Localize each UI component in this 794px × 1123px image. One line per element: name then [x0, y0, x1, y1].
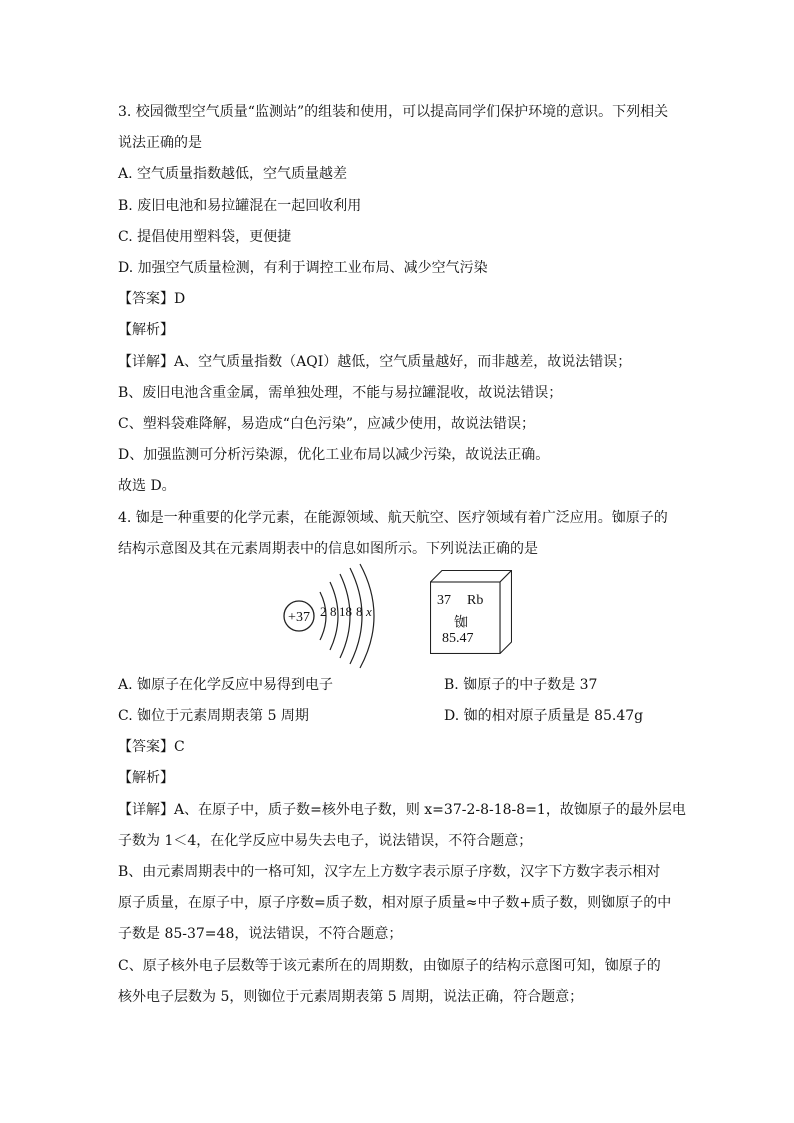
shell-electrons-3: 18	[339, 604, 352, 619]
q4-stem-line1: 4. 铷是一种重要的化学元素，在能源领域、航天航空、医疗领域有着广泛应用。铷原子的	[118, 510, 668, 526]
shell-electrons-1: 2	[320, 604, 327, 619]
q4-detail-a-line1: 【详解】A、在原子中，质子数=核外电子数，则 x=37-2-8-18-8=1，故铷原子的最外层电	[118, 802, 686, 818]
element-name: 铷	[454, 616, 468, 631]
shell-electrons-2: 8	[330, 604, 337, 619]
element-symbol: Rb	[467, 593, 484, 608]
q4-detail-b-line2: 原子质量，在原子中，原子序数=质子数，相对原子质量≈中子数+质子数，则铷原子的中	[118, 895, 672, 911]
q4-detail-c-line1: C、原子核外电子层数等于该元素所在的周期数，由铷原子的结构示意图可知，铷原子的	[118, 958, 661, 974]
element-atomic-number: 37	[437, 593, 451, 608]
q4-option-a: A. 铷原子在化学反应中易得到电子	[118, 677, 334, 693]
q4-option-d: D. 铷的相对原子质量是 85.47g	[444, 708, 644, 724]
nucleus-charge: +37	[288, 610, 310, 625]
element-atomic-mass: 85.47	[442, 631, 474, 646]
q4-option-c: C. 铷位于元素周期表第 5 周期	[118, 708, 309, 724]
q3-detail-a: 【详解】A、空气质量指数（AQI）越低，空气质量越好，而非越差，故说法错误；	[118, 354, 632, 370]
q3-detail-b: B、废旧电池含重金属，需单独处理，不能与易拉罐混收，故说法错误；	[118, 385, 563, 401]
shell-electrons-4: 8	[356, 604, 363, 619]
q4-detail-b-line1: B、由元素周期表中的一格可知，汉字左上方数字表示原子序数，汉字下方数字表示相对	[118, 864, 661, 880]
shell-electrons-5: x	[366, 604, 372, 619]
q3-answer: 【答案】D	[118, 291, 186, 307]
q4-answer: 【答案】C	[118, 739, 185, 755]
q3-option-c: C. 提倡使用塑料袋，更便捷	[118, 229, 292, 245]
q3-stem-line1: 3. 校园微型空气质量“监测站”的组装和使用，可以提高同学们保护环境的意识。下列相关	[118, 104, 669, 120]
element-cell	[430, 570, 512, 654]
q3-option-d: D. 加强空气质量检测，有利于调控工业布局、减少空气污染	[118, 260, 488, 276]
q3-option-b: B. 废旧电池和易拉罐混在一起回收利用	[118, 198, 362, 214]
q3-option-a: A. 空气质量指数越低，空气质量越差	[118, 166, 348, 182]
q4-stem-line2: 结构示意图及其在元素周期表中的信息如图所示。下列说法正确的是	[118, 541, 538, 557]
q4-detail-b-line3: 子数是 85-37=48，说法错误，不符合题意；	[118, 926, 403, 942]
q4-detail-a-line2: 子数为 1＜4，在化学反应中易失去电子，说法错误，不符合题意；	[118, 833, 533, 849]
q4-analysis-heading: 【解析】	[118, 770, 174, 786]
q4-option-b: B. 铷原子的中子数是 37	[444, 677, 598, 693]
q3-conclusion: 故选 D。	[118, 478, 176, 494]
q3-analysis-heading: 【解析】	[118, 322, 174, 338]
q3-detail-c: C、塑料袋难降解，易造成“白色污染”，应减少使用，故说法错误；	[118, 416, 536, 432]
q3-stem-line2: 说法正确的是	[118, 135, 202, 151]
q4-detail-c-line2: 核外电子层数为 5，则铷位于元素周期表第 5 周期，说法正确，符合题意；	[118, 989, 584, 1005]
q3-detail-d: D、加强监测可分析污染源，优化工业布局以减少污染，故说法正确。	[118, 447, 550, 463]
